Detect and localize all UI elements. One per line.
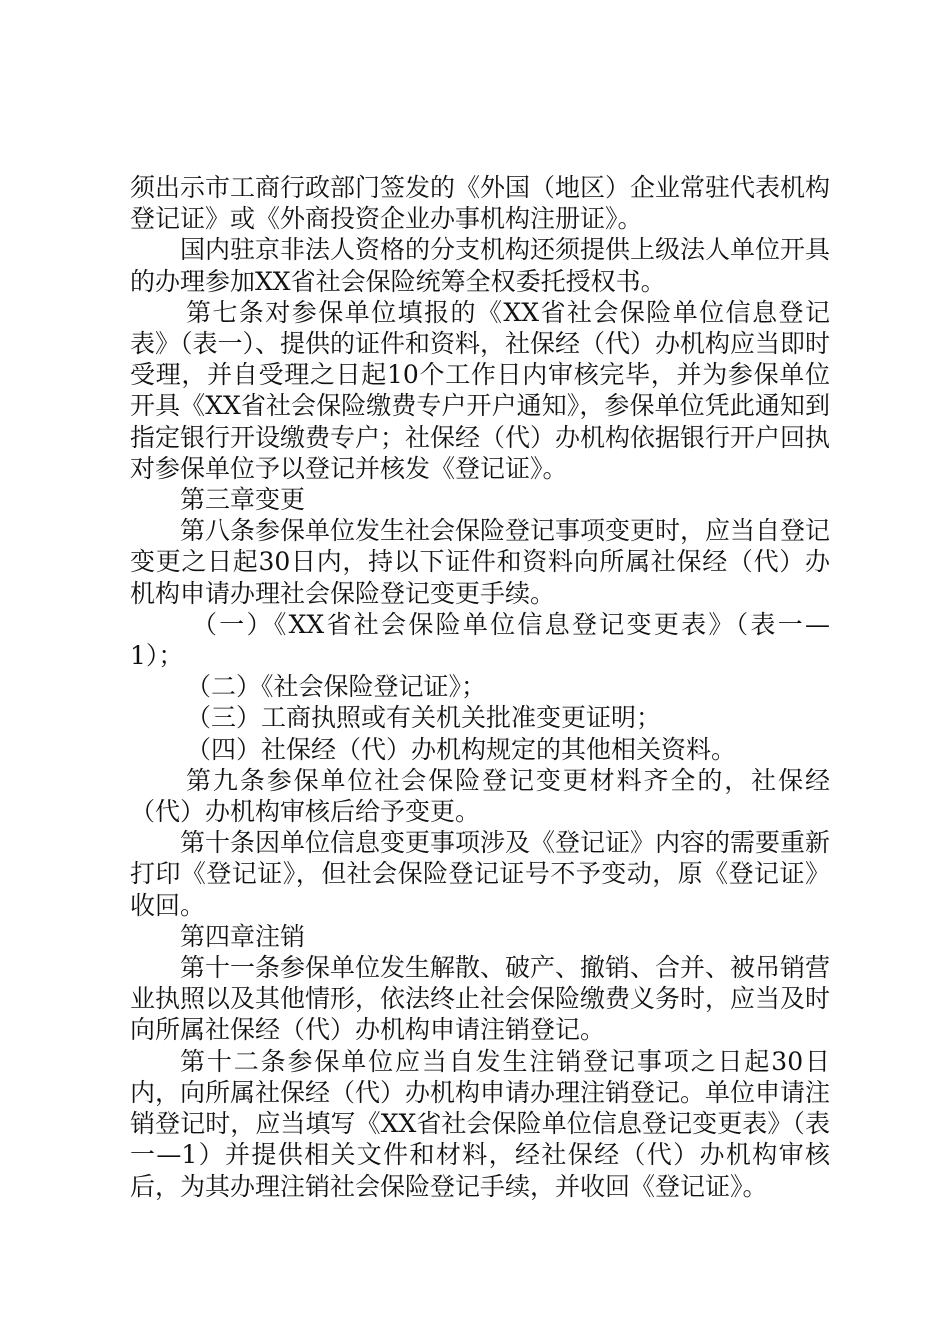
paragraph-continuation: 须出示市工商行政部门签发的《外国（地区）企业常驻代表机构登记证》或《外商投资企业办事机构注册证》。 [130, 173, 831, 234]
article-11: 第十一条参保单位发生解散、破产、撤销、合并、被吊销营业执照以及其他情形，依法终止社会保险缴费义务时，应当及时向所属社保经（代）办机构申请注销登记。 [130, 953, 831, 1045]
list-item-3: （三）工商执照或有关机关批准变更证明； [186, 703, 662, 733]
article-10: 第十条因单位信息变更事项涉及《登记证》内容的需要重新打印《登记证》，但社会保险登记证号不予变动，原《登记证》收回。 [130, 828, 831, 920]
document-body [130, 172, 830, 1202]
article-8: 第八条参保单位发生社会保险登记事项变更时，应当自登记变更之日起30日内，持以下证件和资料向所属社保经（代）办机构申请办理社会保险登记变更手续。 [130, 516, 831, 608]
chapter-3-heading: 第三章变更 [180, 485, 306, 515]
list-item-2: （二）《社会保险登记证》； [186, 672, 487, 702]
article-7: 第七条对参保单位填报的《XX省社会保险单位信息登记表》（表一）、提供的证件和资料，社保经（代）办机构应当即时受理，并自受理之日起10个工作日内审核完毕，并为参保单位开具《XX省社会保险缴费专户开户通知》，参保单位凭此通知到指定银行开设缴费专户；社保经（代）办机构依据银行开户回执对参保单位予以登记并核发《登记证》。 [130, 297, 831, 483]
list-item-4: （四）社保经（代）办机构规定的其他相关资料。 [186, 734, 737, 764]
article-9: 第九条参保单位社会保险登记变更材料齐全的，社保经（代）办机构审核后给予变更。 [130, 765, 830, 827]
article-12: 第十二条参保单位应当自发生注销登记事项之日起30日内，向所属社保经（代）办机构申请办理注销登记。单位申请注销登记时，应当填写《XX省社会保险单位信息登记变更表》（表一—1）并提供相关文件和材料，经社保经（代）办机构审核后，为其办理注销社会保险登记手续，并收回《登记证》。 [130, 1046, 831, 1201]
paragraph-branch-authorization: 国内驻京非法人资格的分支机构还须提供上级法人单位开具的办理参加XX省社会保险统筹全权委托授权书。 [130, 235, 831, 296]
list-item-1: （一）《XX省社会保险单位信息登记变更表》（表一—1）； [130, 609, 830, 671]
chapter-4-heading: 第四章注销 [180, 921, 306, 951]
